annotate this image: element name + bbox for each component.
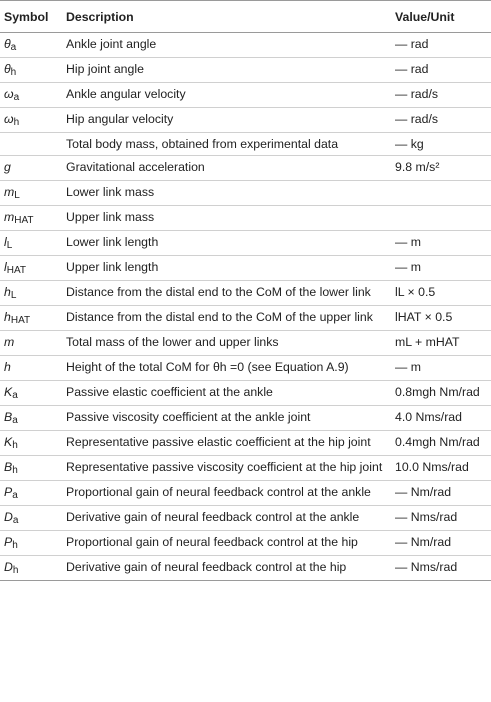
cell-symbol [0,431,60,456]
symbol-subscript: h [12,565,19,576]
symbol-main: m [4,210,15,224]
symbol-main: h [4,360,11,374]
cell-symbol [0,456,60,481]
header-symbol: Symbol [0,1,60,33]
cell-value: 10.0 Nms/rad [391,456,491,481]
symbol-subscript: a [12,515,19,526]
cell-description: Total mass of the lower and upper links [60,331,391,356]
table-row [0,531,491,556]
cell-value: — Nm/rad [391,531,491,556]
cell-description: Proportional gain of neural feedback control at the hip [60,531,391,556]
symbol-subscript: a [13,92,20,103]
table-row [0,133,491,156]
cell-value: — m [391,256,491,281]
symbol-main: P [4,535,13,549]
cell-value [391,206,491,231]
cell-value: — m [391,231,491,256]
table-body [0,33,491,581]
cell-description: Total body mass, obtained from experimental data [60,133,391,156]
symbol-main: l [4,235,7,249]
symbol-main: ω [4,87,14,101]
symbol-subscript: h [13,117,20,128]
cell-description: Derivative gain of neural feedback control at the ankle [60,506,391,531]
cell-value: 9.8 m/s² [391,156,491,181]
cell-symbol [0,256,60,281]
cell-value: — Nms/rad [391,506,491,531]
symbol-subscript: a [12,490,18,501]
symbol-main: θ [4,37,11,51]
cell-description: Passive elastic coefficient at the ankle [60,381,391,406]
cell-value: — rad [391,33,491,58]
cell-value: mL + mHAT [391,331,491,356]
symbol-main: ω [4,112,14,126]
cell-description: Representative passive elastic coefficient at the hip joint [60,431,391,456]
symbol-main: K [4,435,13,449]
cell-description: Height of the total CoM for θh =0 (see Equation A.9) [60,356,391,381]
header-value: Value/Unit [391,1,491,33]
cell-value: 0.8mgh Nm/rad [391,381,491,406]
cell-description: Passive viscosity coefficient at the ankle joint [60,406,391,431]
symbol-subscript: a [12,390,18,401]
symbol-main: B [4,410,13,424]
table-row [0,556,491,581]
cell-symbol [0,281,60,306]
table-row [0,181,491,206]
symbol-subscript: L [14,190,20,201]
symbol-subscript: L [10,290,17,301]
cell-symbol [0,133,60,156]
cell-symbol [0,406,60,431]
cell-symbol [0,206,60,231]
table-row [0,206,491,231]
symbol-main: D [4,510,13,524]
cell-value: — kg [391,133,491,156]
table-row [0,506,491,531]
cell-value: — rad [391,58,491,83]
table-row [0,306,491,331]
symbol-subscript: h [12,540,18,551]
cell-value: — rad/s [391,83,491,108]
cell-symbol [0,33,60,58]
symbol-main: h [4,310,11,324]
cell-description: Derivative gain of neural feedback control at the hip [60,556,391,581]
cell-description: Proportional gain of neural feedback control at the ankle [60,481,391,506]
table-row [0,381,491,406]
cell-symbol [0,58,60,83]
cell-description: Lower link length [60,231,391,256]
cell-description: Upper link length [60,256,391,281]
symbol-subscript: h [10,67,17,78]
header-description: Description [60,1,391,33]
symbol-main: P [4,485,13,499]
cell-value: lL × 0.5 [391,281,491,306]
symbol-subscript: HAT [10,315,31,326]
table-row [0,33,491,58]
cell-symbol [0,156,60,181]
cell-symbol [0,381,60,406]
cell-value: — Nm/rad [391,481,491,506]
cell-symbol [0,556,60,581]
cell-description: Hip angular velocity [60,108,391,133]
cell-value: — Nms/rad [391,556,491,581]
cell-value: — rad/s [391,108,491,133]
symbol-subscript: h [12,465,18,476]
cell-symbol [0,506,60,531]
cell-description: Ankle joint angle [60,33,391,58]
symbol-subscript: L [6,240,13,251]
table-row [0,83,491,108]
cell-symbol [0,531,60,556]
symbol-main: l [4,260,7,274]
table-row [0,231,491,256]
symbol-main: m [4,335,15,349]
symbol-subscript: HAT [14,215,34,226]
cell-description: Upper link mass [60,206,391,231]
symbol-subscript: HAT [6,265,26,276]
cell-description: Hip joint angle [60,58,391,83]
symbol-main: h [4,285,11,299]
symbol-main: g [4,160,11,174]
table-row [0,481,491,506]
table-row [0,356,491,381]
symbol-subscript: a [10,42,17,53]
cell-description: Distance from the distal end to the CoM of the lower link [60,281,391,306]
cell-symbol [0,181,60,206]
cell-description: Distance from the distal end to the CoM of the upper link [60,306,391,331]
cell-symbol [0,356,60,381]
table-row [0,431,491,456]
table-row [0,331,491,356]
symbol-main: θ [4,62,11,76]
table-row [0,108,491,133]
cell-symbol [0,331,60,356]
cell-description: Representative passive viscosity coefficient at the hip joint [60,456,391,481]
table-row [0,256,491,281]
cell-symbol [0,83,60,108]
table-header [0,1,491,33]
cell-value: — m [391,356,491,381]
symbol-main: m [4,185,15,199]
table-row [0,406,491,431]
cell-symbol [0,108,60,133]
symbol-main: D [4,560,13,574]
table-row [0,58,491,83]
cell-value: lHAT × 0.5 [391,306,491,331]
cell-value: 4.0 Nms/rad [391,406,491,431]
cell-symbol [0,306,60,331]
table-row [0,281,491,306]
cell-description: Lower link mass [60,181,391,206]
table-row [0,456,491,481]
cell-value [391,181,491,206]
cell-symbol [0,231,60,256]
table-row [0,156,491,181]
symbol-subscript: h [12,440,18,451]
cell-description: Gravitational acceleration [60,156,391,181]
cell-value: 0.4mgh Nm/rad [391,431,491,456]
cell-description: Ankle angular velocity [60,83,391,108]
header-row [0,1,491,33]
cell-symbol [0,481,60,506]
symbol-main: K [4,385,13,399]
symbol-subscript: a [12,415,18,426]
symbol-main: B [4,460,13,474]
